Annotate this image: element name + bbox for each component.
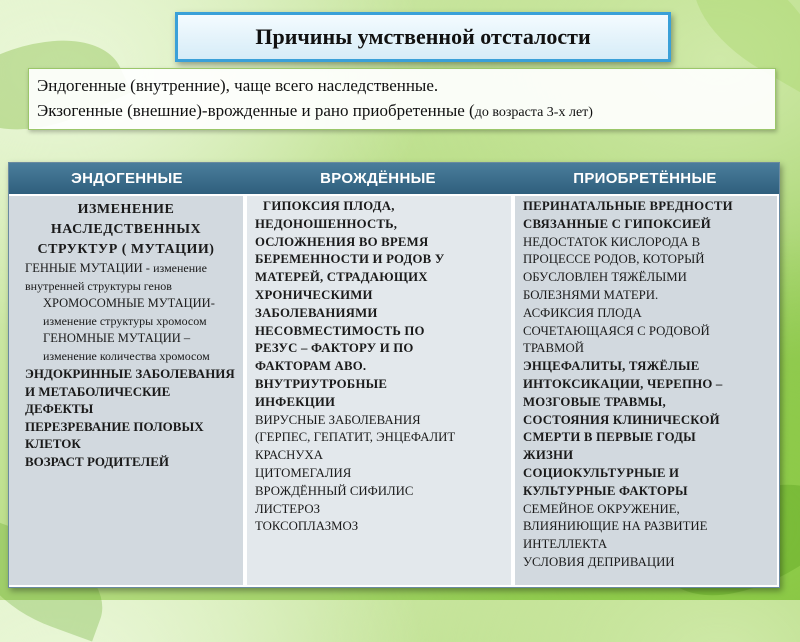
text-line: ВРОЖДЁННЫЙ СИФИЛИС: [255, 483, 414, 498]
text-line: ХРОНИЧЕСКИМИ: [255, 287, 373, 302]
list-item-endocrine: [13, 365, 239, 418]
text-line: БЕРЕМЕННОСТИ И РОДОВ У: [255, 252, 445, 267]
list-item-gene-mutations: [13, 260, 239, 295]
text-line: СМЕРТИ В ПЕРВЫЕ ГОДЫ: [523, 430, 696, 445]
intro-line-exogenous-age: до возраста 3-х лет): [474, 105, 593, 120]
text-line: ВИРУСНЫЕ ЗАБОЛЕВАНИЯ: [255, 412, 421, 427]
text-line: НЕДОНОШЕННОСТЬ,: [255, 216, 398, 231]
text-line: МАТЕРЕЙ, СТРАДАЮЩИХ: [255, 270, 428, 285]
column-endogenous: [9, 196, 243, 585]
intro-line-exogenous: [37, 98, 767, 125]
column-acquired: [515, 196, 777, 585]
intro-line-endogenous: Эндогенные (внутренние), чаще всего наследственные.: [37, 76, 439, 95]
item-text: ГЕННЫЕ МУТАЦИИ -: [25, 261, 150, 275]
mutations-title-line: ИЗМЕНЕНИЕ: [77, 202, 175, 217]
list-item-chromosome-mutations: [13, 295, 239, 330]
list-item-parent-age: [13, 453, 239, 471]
text-line: КРАСНУХА: [255, 448, 323, 463]
mutations-title: [13, 200, 239, 260]
text-line: ЖИЗНИ: [523, 448, 574, 463]
text-line: ТОКСОПЛАЗМОЗ: [255, 519, 359, 534]
item-note: изменение структуры хромосом: [43, 313, 207, 328]
slide-title: [175, 12, 671, 62]
text-line: УСЛОВИЯ ДЕПРИВАЦИИ: [523, 554, 675, 569]
text-line: АСФИКСИЯ ПЛОДА: [523, 305, 642, 320]
text-line: ТРАВМОЙ: [523, 341, 584, 356]
header-acquired: ПРИОБРЕТЁННЫЕ: [573, 170, 717, 187]
table-header: [9, 163, 779, 194]
text-line: СЕМЕЙНОЕ ОКРУЖЕНИЕ,: [523, 501, 680, 516]
text-line: ЦИТОМЕГАЛИЯ: [255, 465, 352, 480]
text-line: ЛИСТЕРОЗ: [255, 501, 321, 516]
text-line: ВЛИЯНИЮЩИЕ НА РАЗВИТИЕ: [523, 519, 708, 534]
mutations-title-line: СТРУКТУР ( МУТАЦИИ): [37, 242, 215, 257]
header-congenital: ВРОЖДЁННЫЕ: [320, 170, 436, 187]
text-line: ФАКТОРАМ АВО.: [255, 359, 367, 374]
text-line: ИНТЕЛЛЕКТА: [523, 537, 608, 552]
text-line: ПРОЦЕССЕ РОДОВ, КОТОРЫЙ: [523, 252, 705, 267]
text-line: ОБУСЛОВЛЕН ТЯЖЁЛЫМИ: [523, 270, 687, 285]
text-line: СВЯЗАННЫЕ С ГИПОКСИЕЙ: [523, 216, 711, 231]
text-line: СОЧЕТАЮЩАЯСЯ С РОДОВОЙ: [523, 323, 710, 338]
mutations-title-line: НАСЛЕДСТВЕННЫХ: [50, 222, 202, 237]
text-line: МОЗГОВЫЕ ТРАВМЫ,: [523, 394, 666, 409]
item-text: ЭНДОКРИННЫЕ ЗАБОЛЕВАНИЯ И МЕТАБОЛИЧЕСКИЕ ДЕФЕКТЫ: [25, 366, 235, 416]
text-line: ОСЛОЖНЕНИЯ ВО ВРЕМЯ: [255, 234, 429, 249]
column-congenital: [247, 196, 511, 585]
text-line: НЕДОСТАТОК КИСЛОРОДА В: [523, 234, 701, 249]
text-line: ЭНЦЕФАЛИТЫ, ТЯЖЁЛЫЕ: [523, 359, 700, 374]
header-endogenous: ЭНДОГЕННЫЕ: [71, 170, 183, 187]
intro-box: [28, 68, 776, 130]
intro-line-exogenous-main: Экзогенные (внешние)-врожденные и рано приобретенные (: [37, 101, 475, 120]
item-text: ВОЗРАСТ РОДИТЕЛЕЙ: [25, 453, 169, 469]
text-line: КУЛЬТУРНЫЕ ФАКТОРЫ: [523, 483, 688, 498]
item-text: ПЕРЕЗРЕВАНИЕ ПОЛОВЫХ КЛЕТОК: [25, 418, 204, 451]
text-line: НЕСОВМЕСТИМОСТЬ ПО: [255, 323, 425, 338]
text-line: БОЛЕЗНЯМИ МАТЕРИ.: [523, 287, 659, 302]
text-line: РЕЗУС – ФАКТОРУ И ПО: [255, 341, 414, 356]
causes-table: [8, 162, 780, 588]
text-line: СОЦИОКУЛЬТУРНЫЕ И: [523, 465, 680, 480]
text-line: ЗАБОЛЕВАНИЯМИ: [255, 305, 378, 320]
text-line: СОСТОЯНИЯ КЛИНИЧЕСКОЙ: [523, 412, 720, 427]
item-note: изменение внутренней структуры генов: [25, 261, 207, 293]
item-note: изменение количества хромосом: [43, 348, 210, 363]
item-text: ГЕНОМНЫЕ МУТАЦИИ –: [43, 331, 191, 345]
text-line: (ГЕРПЕС, ГЕПАТИТ, ЭНЦЕФАЛИТ: [255, 430, 456, 445]
text-line: ИНТОКСИКАЦИИ, ЧЕРЕПНО –: [523, 376, 723, 391]
text-line: ИНФЕКЦИИ: [255, 394, 336, 409]
text-line: ВНУТРИУТРОБНЫЕ: [255, 376, 388, 391]
list-item-genome-mutations: [13, 330, 239, 365]
slide-title-text: Причины умственной отсталости: [255, 24, 591, 49]
list-item-overripe-cells: [13, 418, 239, 453]
item-text: ХРОМОСОМНЫЕ МУТАЦИИ-: [43, 296, 215, 310]
text-line: ГИПОКСИЯ ПЛОДА,: [263, 199, 395, 213]
text-line: ПЕРИНАТАЛЬНЫЕ ВРЕДНОСТИ: [523, 199, 733, 213]
